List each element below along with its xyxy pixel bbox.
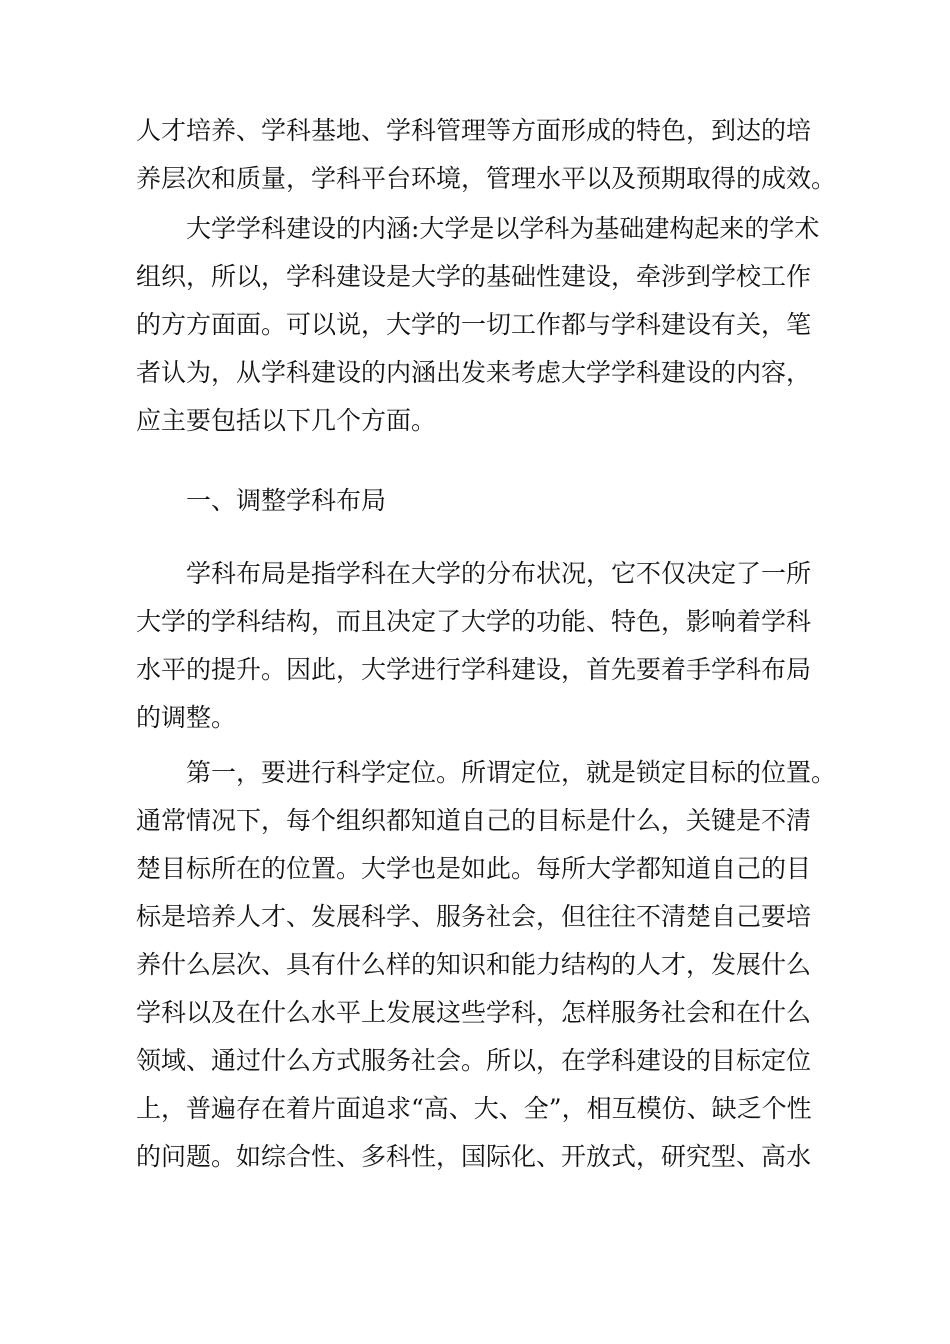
- paragraph-3: [136, 550, 826, 742]
- paragraph-line: 标是培养人才、发展科学、服务社会，但往往不清楚自己要培: [136, 902, 812, 931]
- paragraph-line: 通常情况下，每个组织都知道自己的目标是什么，关键是不清: [136, 806, 812, 835]
- paragraph-line: 者认为，从学科建设的内涵出发来考虑大学学科建设的内容，: [136, 358, 812, 387]
- paragraph-line: 应主要包括以下几个方面。: [136, 406, 437, 435]
- paragraph-line: 领域、通过什么方式服务社会。所以，在学科建设的目标定位: [136, 1046, 812, 1075]
- paragraph-1: [136, 107, 837, 203]
- section-heading-block: [136, 477, 826, 525]
- paragraph-line: 第一，要进行科学定位。所谓定位，就是锁定目标的位置。: [186, 758, 837, 787]
- paragraph-line: 的调整。: [136, 703, 237, 732]
- paragraph-4: [136, 749, 837, 1181]
- section-heading: 一、调整学科布局: [186, 486, 387, 515]
- paragraph-line: 人才培养、学科基地、学科管理等方面形成的特色，到达的培: [136, 116, 812, 145]
- paragraph-line: 的问题。如综合性、多科性，国际化、开放式，研究型、高水: [136, 1142, 812, 1171]
- paragraph-line: 上，普遍存在着片面追求“高、大、全”，相互模仿、缺乏个性: [136, 1094, 812, 1123]
- paragraph-line: 学科以及在什么水平上发展这些学科，怎样服务社会和在什么: [136, 998, 812, 1027]
- paragraph-line: 水平的提升。因此，大学进行学科建设，首先要着手学科布局: [136, 655, 812, 684]
- paragraph-line: 大学的学科结构，而且决定了大学的功能、特色，影响着学科: [136, 607, 812, 636]
- paragraph-line: 组织，所以，学科建设是大学的基础性建设，牵涉到学校工作: [136, 262, 812, 291]
- paragraph-line: 大学学科建设的内涵:大学是以学科为基础建构起来的学术: [186, 214, 820, 243]
- paragraph-line: 的方方面面。可以说，大学的一切工作都与学科建设有关，笔: [136, 310, 812, 339]
- paragraph-line: 养什么层次、具有什么样的知识和能力结构的人才，发展什么: [136, 950, 812, 979]
- paragraph-2: [136, 205, 826, 445]
- paragraph-line: 楚目标所在的位置。大学也是如此。每所大学都知道自己的目: [136, 854, 812, 883]
- paragraph-line: 学科布局是指学科在大学的分布状况，它不仅决定了一所: [186, 559, 812, 588]
- paragraph-line: 养层次和质量，学科平台环境，管理水平以及预期取得的成效。: [136, 164, 837, 193]
